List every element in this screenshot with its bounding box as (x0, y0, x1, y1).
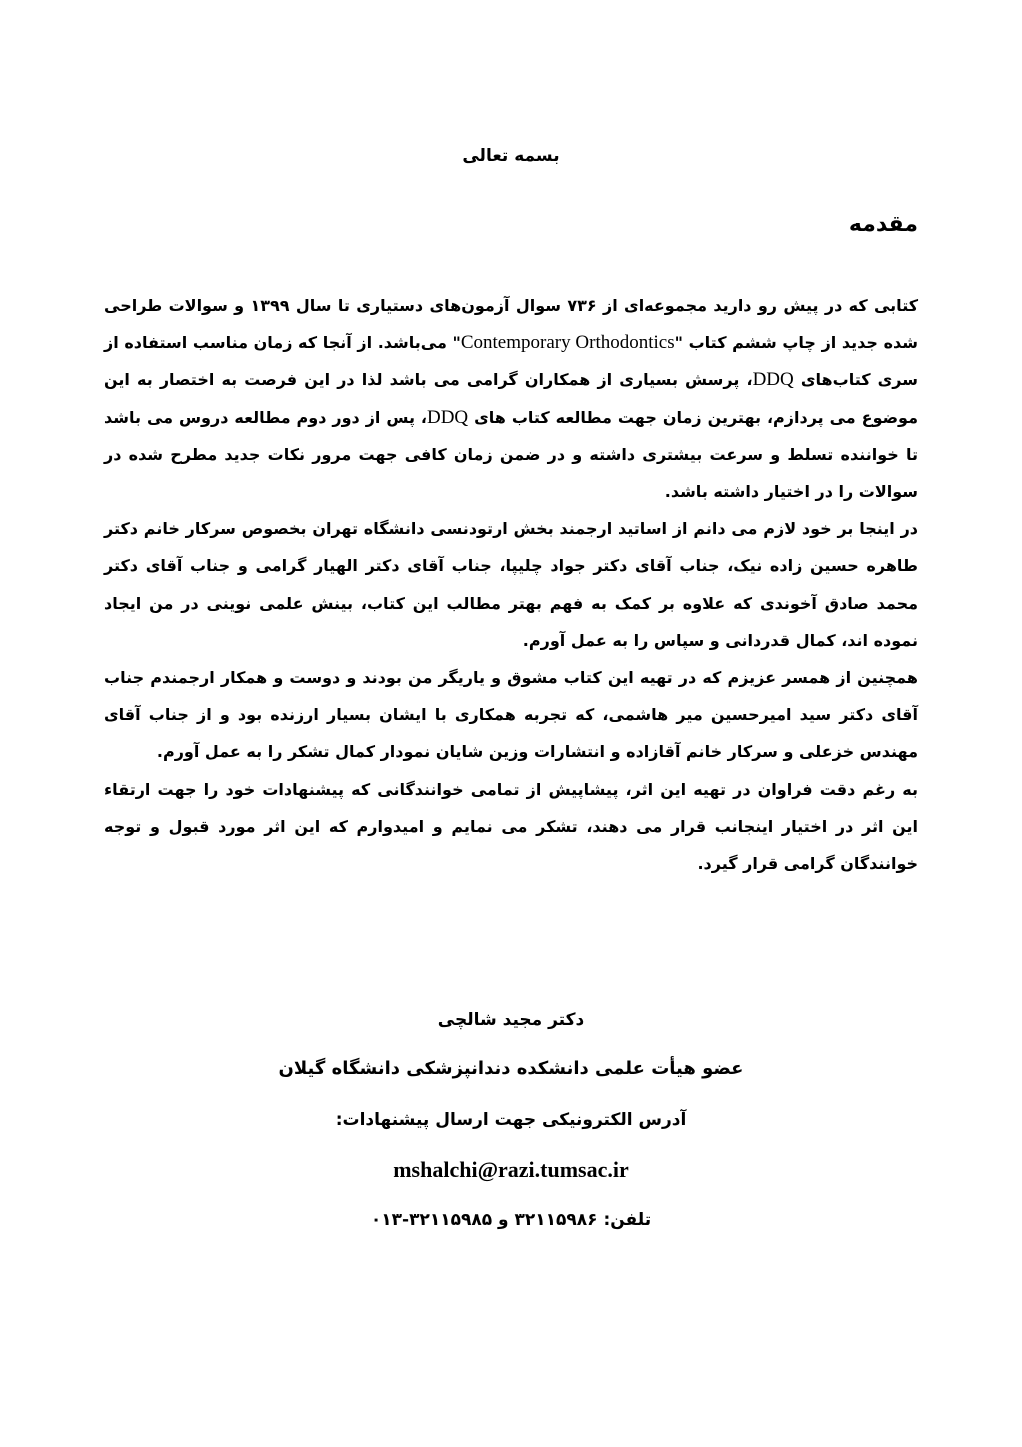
author-email: mshalchi@razi.tumsac.ir (393, 1157, 629, 1182)
author-name: دکتر مجید شالچی (437, 1010, 585, 1030)
text-run: " می‌باشد. از آنجا که زمان مناسب استفاده از سری کتاب‌های (104, 333, 918, 390)
introduction-body (104, 287, 918, 882)
latin-term: Contemporary Orthodontics (460, 332, 675, 354)
basmala-header: بسمه تعالی (462, 146, 560, 166)
author-position: عضو هیأت علمی دانشکده دندانپزشکی دانشگاه گیلان (278, 1058, 744, 1079)
text-run: ، پرسش بسیاری از همکاران گرامی می باشد لذا در این فرصت به اختصار به این موضوع می پردازم، بهترین زمان جهت مطالعه کتاب های (104, 370, 918, 427)
paragraph (104, 510, 918, 659)
paragraph (104, 771, 918, 883)
text-run: در اینجا بر خود لازم می دانم از اساتید ارجمند بخش ارتودنسی دانشگاه تهران بخصوص سرکار خانم دکتر طاهره حسین زاده نیک، جناب آقای دکتر جواد چلیپا، جناب آقای دکتر الهیار گرامی و جناب آقای دکتر محمد صادق آخوندی که علاوه بر کمک به فهم بهتر مطالب این کتاب، بینش علمی نوینی در من ایجاد نموده اند، کمال قدردانی و سپاس را به عمل آورم. (104, 519, 918, 650)
paragraph (104, 659, 918, 771)
text-run: همچنین از همسر عزیزم که در تهیه این کتاب مشوق و یاریگر من بودند و دوست و همکار ارجمندم جناب آقای دکتر سید امیرحسین میر هاشمی، که تجربه همکاری با ایشان بسیار ارزنده بود و از جناب آقای مهندس خزعلی و سرکار خانم آقازاده و انتشارات وزین شایان نمودار کمال تشکر را به عمل آورم. (104, 668, 918, 762)
text-run: به رغم دقت فراوان در تهیه این اثر، پیشاپیش از تمامی خوانندگانی که پیشنهادات خود را جهت ارتقاء این اثر در اختیار اینجانب قرار می دهند، تشکر می نمایم و امیدوارم که این اثر مورد قبول و توجه خوانندگان گرامی قرار گیرد. (104, 779, 918, 874)
author-phone: تلفن: ۳۲۱۱۵۹۸۶ و ۳۲۱۱۵۹۸۵-۰۱۳ (370, 1210, 652, 1230)
section-heading: مقدمه (848, 212, 918, 237)
email-label: آدرس الکترونیکی جهت ارسال پیشنهادات: (335, 1110, 687, 1130)
latin-term: DDQ (426, 406, 469, 428)
text-run: کتابی که در پیش رو دارید مجموعه‌ای از ۷۳۶ سوال آزمون‌های دستیاری تا سال ۱۳۹۹ و سوالات طراحی شده جدید از چاپ ششم کتاب " (104, 296, 919, 353)
text-run: ، پس از دور دوم مطالعه دروس می باشد تا خواننده تسلط و سرعت بیشتری داشته و در ضمن زمان کافی جهت مرور نکات جدید مطرح شده در سوالات را در اختیار داشته باشد. (104, 407, 918, 502)
paragraph (104, 287, 918, 510)
latin-term: DDQ (752, 369, 794, 391)
